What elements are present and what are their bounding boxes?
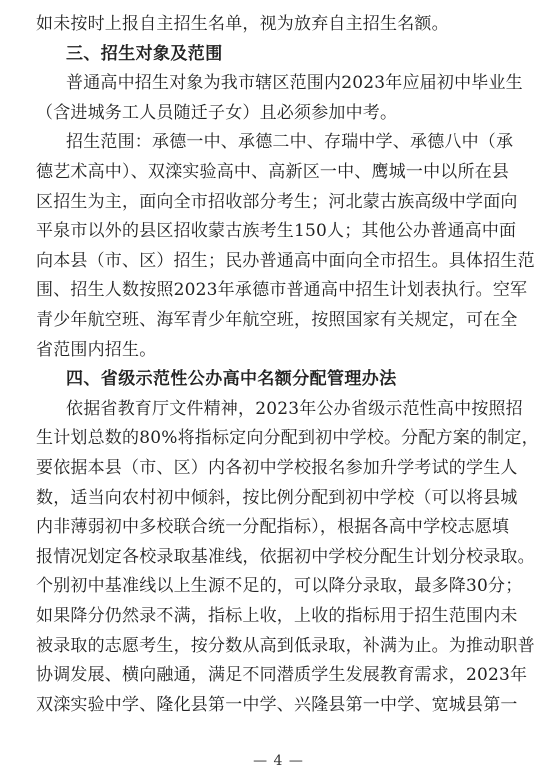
paragraph-line: 平泉市以外的县区招收蒙古族考生150人；其他公办普通高中面	[36, 221, 517, 242]
paragraph-line: 招生范围：承德一中、承德二中、存瑞中学、承德八中（承	[66, 132, 514, 153]
paragraph-line: 数，适当向农村初中倾斜，按比例分配到初中学校（可以将县城	[36, 487, 518, 508]
paragraph-line: （含进城务工人员随迁子女）且必须参加中考。	[36, 102, 398, 123]
paragraph-line: 向本县（市、区）招生；民办普通高中面向全市招生。具体招生范	[36, 250, 535, 271]
paragraph-line: 个别初中基准线以上生源不足的，可以降分录取，最多降30分；	[36, 576, 523, 597]
page-number: — 4 —	[253, 753, 304, 769]
paragraph-line: 生计划总数的80%将指标定向分配到初中学校。分配方案的制定，	[36, 428, 539, 449]
section-heading-4: 四、省级示范性公办高中名额分配管理办法	[66, 369, 397, 390]
paragraph-line: 内非薄弱初中多校联合统一分配指标），根据各高中学校志愿填	[36, 517, 510, 538]
paragraph-line: 围、招生人数按照2023年承德市普通高中招生计划表执行。空军	[36, 280, 528, 301]
paragraph-line: 双滦实验中学、隆化县第一中学、兴隆县第一中学、宽城县第一	[36, 694, 518, 715]
paragraph-line: 报情况划定各校录取基准线，依据初中学校分配生计划分校录取。	[36, 546, 535, 567]
paragraph-line: 依据省教育厅文件精神，2023年公办省级示范性高中按照招	[66, 398, 523, 419]
paragraph-line: 要依据本县（市、区）内各初中学校报名参加升学考试的学生人	[36, 458, 518, 478]
paragraph-line: 被录取的志愿考生，按分数从高到低录取，补满为止。为推动职普	[36, 635, 535, 656]
paragraph-line: 德艺术高中）、双滦实验高中、高新区一中、鹰城一中以所在县	[36, 162, 510, 182]
paragraph-line: 如未按时上报自主招生名单，视为放弃自主招生名额。	[36, 14, 449, 34]
paragraph-line: 如果降分仍然录不满，指标上收，上收的指标用于招生范围内未	[36, 606, 518, 626]
paragraph-line: 青少年航空班、海军青少年航空班，按照国家有关规定，可在全	[36, 310, 518, 330]
paragraph-line: 省范围内招生。	[36, 339, 157, 360]
paragraph-line: 协调发展、横向融通，满足不同潜质学生发展教育需求，2023年	[36, 665, 528, 686]
section-heading-3: 三、招生对象及范围	[66, 43, 223, 64]
paragraph-line: 区招生为主，面向全市招收部分考生；河北蒙古族高级中学面向	[36, 191, 518, 212]
paragraph-line: 普通高中招生对象为我市辖区范围内2023年应届初中毕业生	[66, 73, 523, 94]
